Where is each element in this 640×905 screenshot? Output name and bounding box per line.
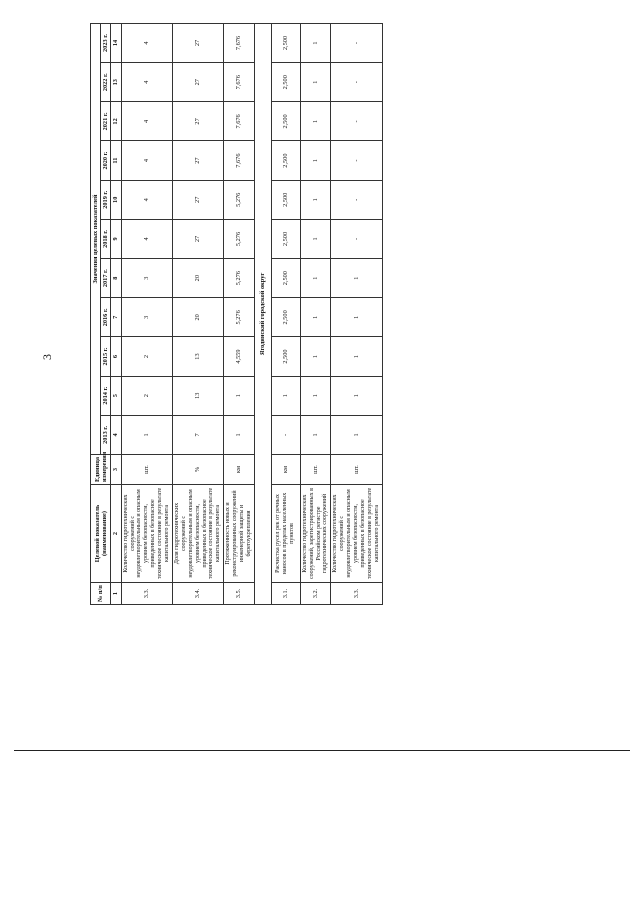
row-value: 3: [121, 298, 172, 337]
row-unit: шт.: [300, 455, 331, 485]
row-value: 2,500: [271, 63, 300, 102]
horizontal-rule: [14, 750, 630, 751]
row-value: 5,276: [224, 180, 255, 219]
header-year: 2023 г.: [101, 23, 111, 62]
row-value: 27: [172, 180, 223, 219]
row-value: 4: [121, 102, 172, 141]
row-value: -: [331, 63, 382, 102]
row-value: 2,500: [271, 23, 300, 62]
header-year: 2014 г.: [101, 376, 111, 415]
row-value: 27: [172, 23, 223, 62]
row-value: 1: [300, 259, 331, 298]
row-value: 5,276: [224, 298, 255, 337]
header-year: 2019 г.: [101, 180, 111, 219]
row-value: 13: [172, 376, 223, 415]
row-value: 2,500: [271, 219, 300, 258]
row-number: 3.3.: [121, 583, 172, 605]
row-value: -: [331, 180, 382, 219]
row-value: 1: [300, 298, 331, 337]
header-num: № п/п: [91, 583, 111, 605]
column-index: 6: [111, 337, 121, 376]
row-value: -: [331, 23, 382, 62]
row-value: 1: [300, 376, 331, 415]
row-unit: %: [172, 455, 223, 485]
page-number: 3: [40, 354, 54, 360]
row-indicator-name: Доля гидротехнических сооружений с неудовлетворительным и опасным уровнем безопасности, приведенных в безопасное техническое состояние в результате капитального ремонта: [172, 485, 223, 583]
row-value: 1: [300, 23, 331, 62]
row-value: 1: [331, 415, 382, 454]
row-number: 3.4.: [172, 583, 223, 605]
header-year: 2021 г.: [101, 102, 111, 141]
row-value: 2,500: [271, 259, 300, 298]
row-value: 27: [172, 219, 223, 258]
column-index: 7: [111, 298, 121, 337]
row-value: 4: [121, 180, 172, 219]
column-index: 8: [111, 259, 121, 298]
row-value: 27: [172, 141, 223, 180]
row-unit: шт.: [121, 455, 172, 485]
header-year: 2013 г.: [101, 415, 111, 454]
row-value: 4: [121, 23, 172, 62]
column-index: 13: [111, 63, 121, 102]
row-value: 1: [300, 180, 331, 219]
row-value: 20: [172, 259, 223, 298]
column-index: 12: [111, 102, 121, 141]
row-unit: км: [271, 455, 300, 485]
row-value: 7,676: [224, 63, 255, 102]
header-year: 2017 г.: [101, 259, 111, 298]
row-indicator-name: Количество гидротехнических сооружений с неудовлетворительным и опасным уровнем безопасности, приведенных в безопасное техническое состояние в результате капитального ремонта: [121, 485, 172, 583]
table-row: [172, 23, 223, 604]
row-value: 5,276: [224, 219, 255, 258]
row-value: 1: [331, 298, 382, 337]
row-value: 7,676: [224, 141, 255, 180]
row-number: 3.3.: [331, 583, 382, 605]
row-value: 1: [300, 141, 331, 180]
row-value: 1: [224, 415, 255, 454]
row-value: 4,559: [224, 337, 255, 376]
column-index: 14: [111, 23, 121, 62]
table-row: [331, 23, 382, 604]
row-value: 2: [121, 376, 172, 415]
header-year: 2016 г.: [101, 298, 111, 337]
header-unit: Единица измерения: [91, 455, 111, 485]
row-value: -: [271, 415, 300, 454]
row-value: 2: [121, 337, 172, 376]
row-value: 7,676: [224, 102, 255, 141]
row-value: 2,500: [271, 337, 300, 376]
header-year: 2020 г.: [101, 141, 111, 180]
row-value: 1: [121, 415, 172, 454]
row-value: 4: [121, 63, 172, 102]
row-value: -: [331, 141, 382, 180]
column-index: 11: [111, 141, 121, 180]
row-value: 13: [172, 337, 223, 376]
row-value: 5,276: [224, 259, 255, 298]
table-row: [271, 23, 300, 604]
row-indicator-name: Расчистка русел рек от речных наносов в пределах населенных пунктов: [271, 485, 300, 583]
row-value: 1: [331, 337, 382, 376]
column-index: 3: [111, 455, 121, 485]
row-value: 1: [224, 376, 255, 415]
row-value: 1: [271, 376, 300, 415]
row-value: -: [331, 219, 382, 258]
row-number: 3.1.: [271, 583, 300, 605]
row-value: 2,500: [271, 180, 300, 219]
row-value: 1: [300, 415, 331, 454]
row-value: 1: [300, 63, 331, 102]
row-indicator-name: Количество гидротехнических сооружений с неудовлетворительным и опасным уровнем безопасности, приведенных в безопасное техническое состояние в результате капитального ремонта: [331, 485, 382, 583]
row-value: 7: [172, 415, 223, 454]
row-value: 27: [172, 63, 223, 102]
target-indicators-table: [90, 23, 383, 605]
column-index: 1: [111, 583, 121, 605]
row-number: 3.5.: [224, 583, 255, 605]
row-indicator-name: Количество гидротехнических сооружений, зарегистрированных в Российском регистре гидротехнических сооружений: [300, 485, 331, 583]
row-value: 27: [172, 102, 223, 141]
row-value: 2,500: [271, 298, 300, 337]
row-value: 1: [300, 219, 331, 258]
header-values: Значения целевых показателей: [91, 23, 101, 454]
row-indicator-name: Протяженность новых и реконструированных сооружений инженерной защиты и берегоукрепления: [224, 485, 255, 583]
row-value: 1: [300, 337, 331, 376]
row-value: 2,500: [271, 141, 300, 180]
row-value: -: [331, 102, 382, 141]
row-value: 2,500: [271, 102, 300, 141]
row-unit: шт.: [331, 455, 382, 485]
row-value: 20: [172, 298, 223, 337]
column-index: 9: [111, 219, 121, 258]
column-index: 2: [111, 485, 121, 583]
row-value: 4: [121, 219, 172, 258]
row-value: 4: [121, 141, 172, 180]
table-row: [300, 23, 331, 604]
row-value: 7,676: [224, 23, 255, 62]
header-year: 2015 г.: [101, 337, 111, 376]
rotated-table-wrapper: [90, 25, 380, 605]
row-value: 3: [121, 259, 172, 298]
header-name: Целевой показатель (наименование): [91, 485, 111, 583]
header-year: 2022 г.: [101, 63, 111, 102]
column-index: 10: [111, 180, 121, 219]
row-number: 3.2.: [300, 583, 331, 605]
row-value: 1: [300, 102, 331, 141]
column-index: 5: [111, 376, 121, 415]
row-unit: км: [224, 455, 255, 485]
table-row: [224, 23, 255, 604]
section-title: Ягодинский городской округ: [254, 23, 271, 604]
header-year: 2018 г.: [101, 219, 111, 258]
row-value: 1: [331, 376, 382, 415]
table-row: [121, 23, 172, 604]
row-value: 1: [331, 259, 382, 298]
column-index: 4: [111, 415, 121, 454]
